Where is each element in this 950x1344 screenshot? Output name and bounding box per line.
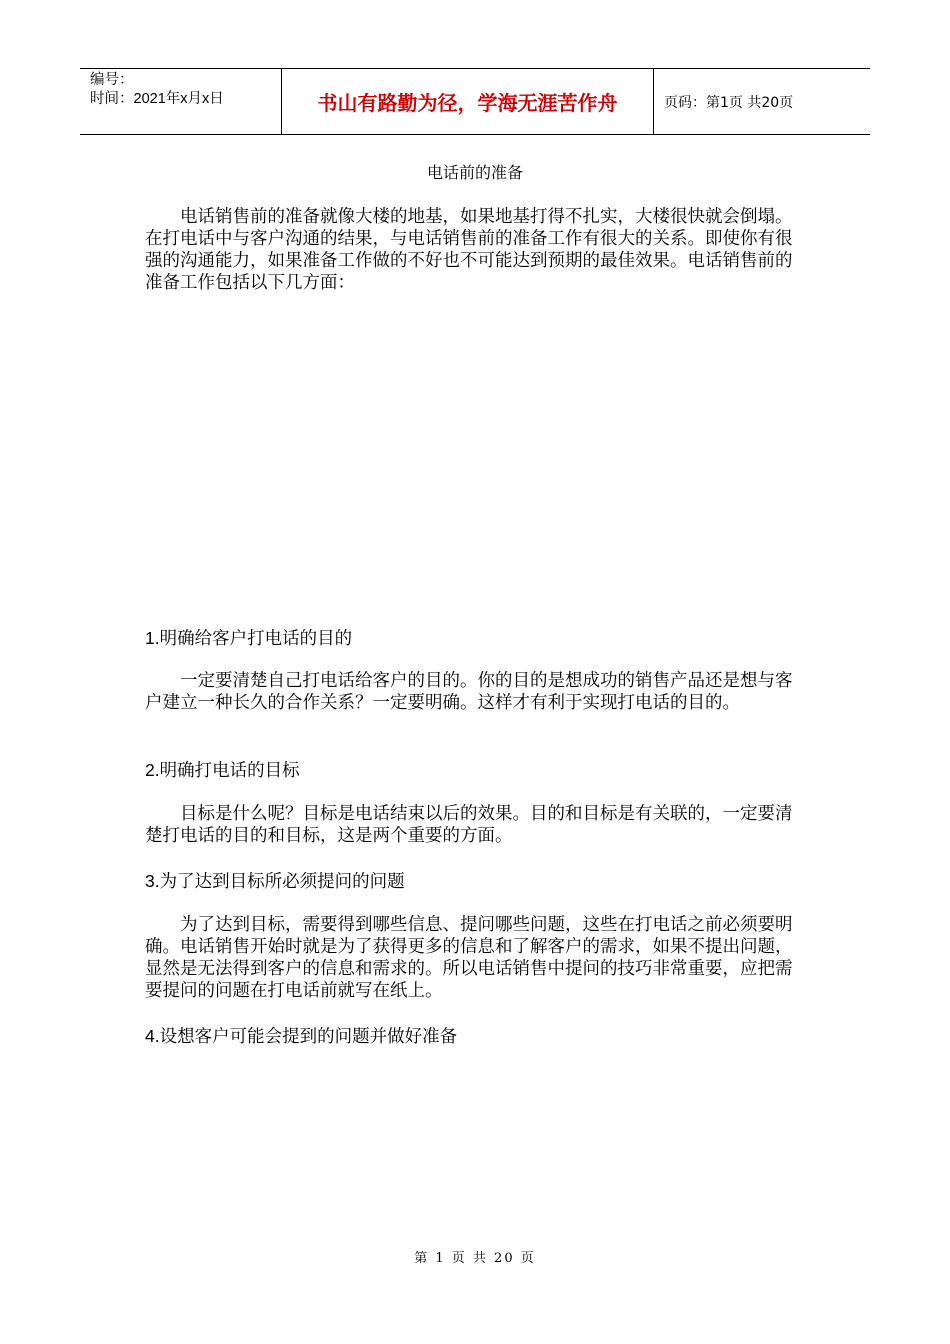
section-2-number: 2. bbox=[145, 760, 160, 780]
section-4-title: 设想客户可能会提到的问题并做好准备 bbox=[159, 1027, 458, 1047]
section-3-body: 为了达到目标，需要得到哪些信息、提问哪些问题，这些在打电话之前必须要明确。电话销售开始时就是为了获得更多的信息和了解客户的需求，如果不提出问题，显然是无法得到客户的信息和需求的。所以电话销售中提问的技巧非常重要，应把需要提问的问题在打电话前就写在纸上。 bbox=[145, 915, 793, 1001]
section-2-title: 明确打电话的目标 bbox=[159, 761, 300, 781]
section-2-body: 目标是什么呢？目标是电话结束以后的效果。目的和目标是有关联的，一定要清楚打电话的目的和目标，这是两个重要的方面。 bbox=[145, 804, 793, 846]
document-title: 电话前的准备 bbox=[426, 163, 523, 182]
section-1-title: 明确给客户打电话的目的 bbox=[159, 629, 353, 649]
section-4-number: 4. bbox=[145, 1026, 160, 1046]
document-header bbox=[80, 68, 870, 135]
section-1-body: 一定要清楚自己打电话给客户的目的。你的目的是想成功的销售产品还是想与客户建立一种长久的合作关系？一定要明确。这样才有利于实现打电话的目的。 bbox=[145, 671, 793, 713]
header-motto: 书山有路勤为径，学海无涯苦作舟 bbox=[282, 69, 654, 134]
date-line: 时间：2021年x月x日 bbox=[90, 91, 224, 107]
section-4-heading bbox=[145, 1025, 805, 1048]
page-footer: 第 1 页 共 20 页 bbox=[414, 1251, 536, 1266]
number-label: 编号： bbox=[90, 72, 134, 88]
section-1-heading bbox=[145, 627, 805, 650]
intro-paragraph: 电话销售前的准备就像大楼的地基，如果地基打得不扎实，大楼很快就会倒塌。在打电话中与客户沟通的结果，与电话销售前的准备工作有很大的关系。即使你有很强的沟通能力，如果准备工作做的不好也不可能达到预期的最佳效果。电话销售前的准备工作包括以下几方面： bbox=[145, 207, 793, 293]
section-3-number: 3. bbox=[145, 871, 160, 891]
header-meta bbox=[80, 69, 282, 134]
section-3-heading bbox=[145, 870, 805, 893]
section-3-title: 为了达到目标所必须提问的问题 bbox=[159, 872, 405, 892]
header-page-info: 页码：第1页 共20页 bbox=[664, 94, 794, 111]
section-1-number: 1. bbox=[145, 628, 160, 648]
section-2-heading bbox=[145, 759, 805, 782]
